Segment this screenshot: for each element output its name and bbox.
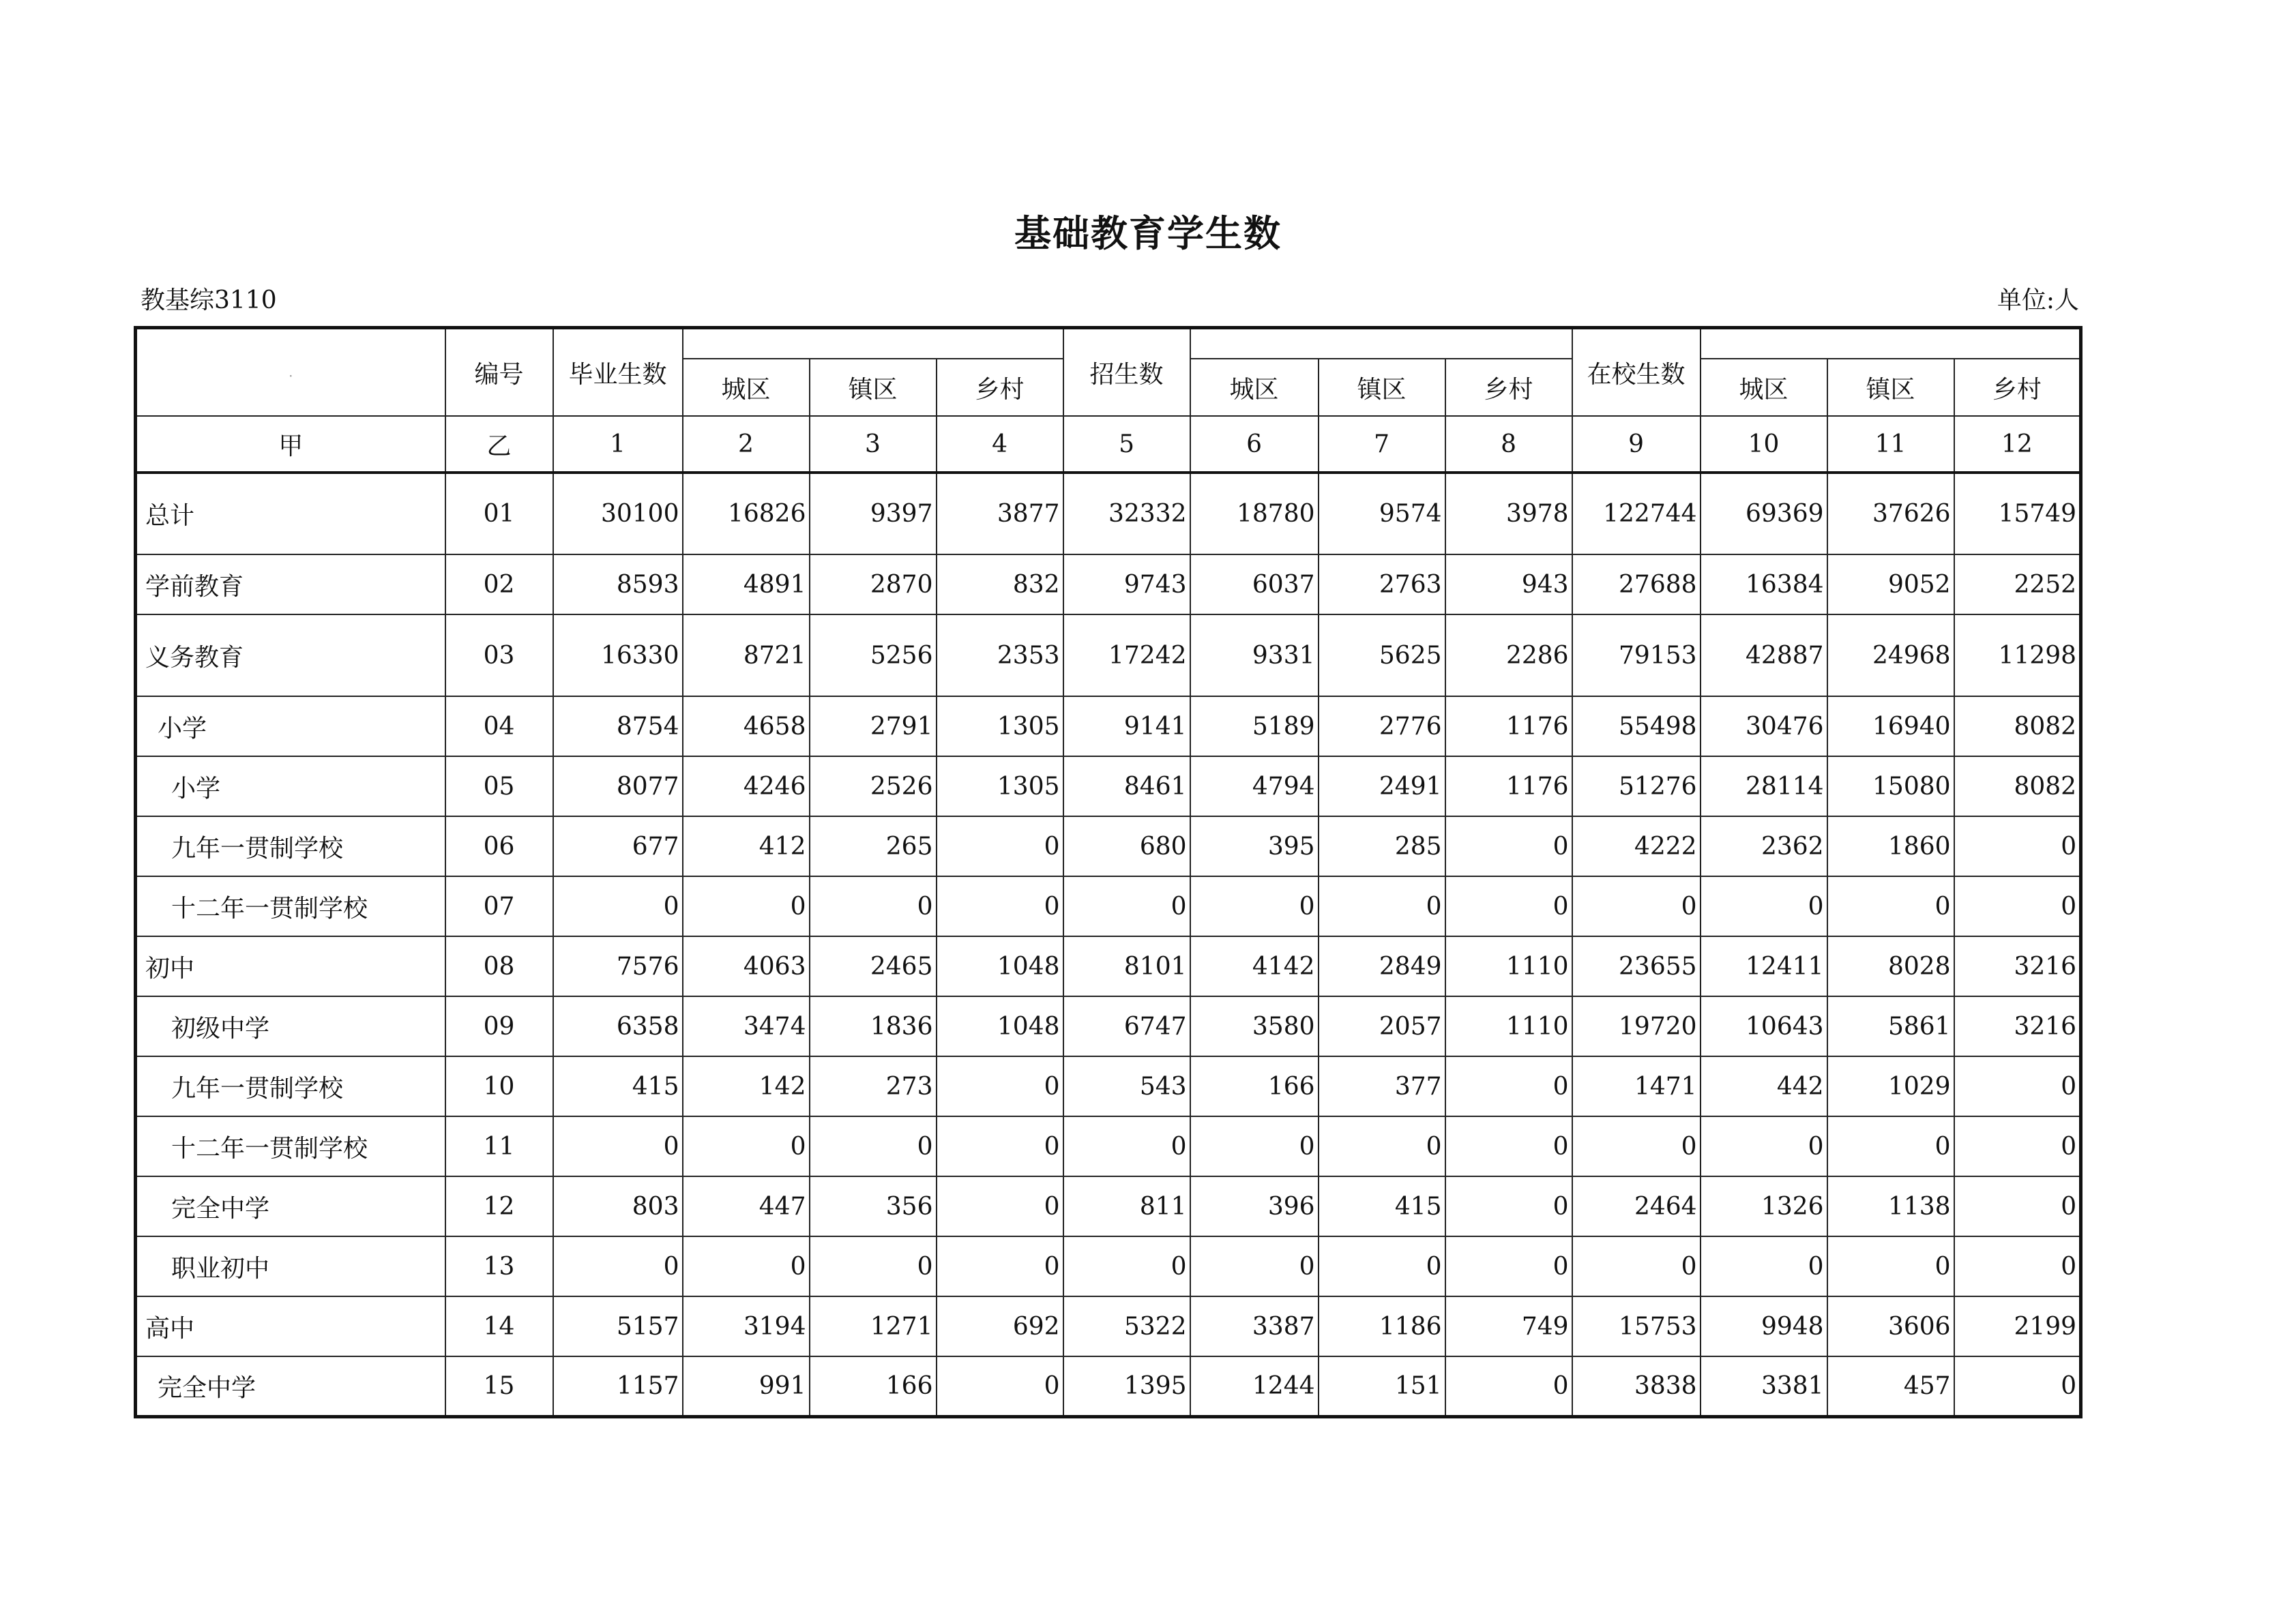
value-cell: 2286	[1445, 614, 1572, 696]
value-cell: 9141	[1063, 696, 1190, 756]
value-cell: 0	[1827, 876, 1954, 936]
value-cell: 0	[1954, 1116, 2081, 1176]
value-cell: 5189	[1190, 696, 1319, 756]
header-rural: 乡村	[937, 359, 1063, 416]
column-index: 5	[1063, 416, 1190, 473]
value-cell: 1110	[1445, 936, 1572, 996]
row-name: 完全中学	[136, 1176, 445, 1236]
row-name: 初级中学	[136, 996, 445, 1056]
column-index: 9	[1572, 416, 1701, 473]
table-row	[136, 1296, 2081, 1356]
value-cell: 692	[937, 1296, 1063, 1356]
value-cell: 4222	[1572, 816, 1701, 876]
value-cell: 1048	[937, 996, 1063, 1056]
value-cell: 27688	[1572, 554, 1701, 614]
value-cell: 9397	[810, 473, 937, 554]
header-graduates: 毕业生数	[553, 328, 683, 417]
header-town: 镇区	[1827, 359, 1954, 416]
value-cell: 0	[1445, 1056, 1572, 1116]
row-name: 总计	[136, 473, 445, 554]
value-cell: 265	[810, 816, 937, 876]
value-cell: 0	[1701, 1116, 1827, 1176]
value-cell: 442	[1701, 1056, 1827, 1116]
value-cell: 18780	[1190, 473, 1319, 554]
value-cell: 2870	[810, 554, 937, 614]
value-cell: 0	[810, 876, 937, 936]
value-cell: 0	[810, 1236, 937, 1296]
value-cell: 16384	[1701, 554, 1827, 614]
value-cell: 1157	[553, 1356, 683, 1416]
value-cell: 12411	[1701, 936, 1827, 996]
value-cell: 3381	[1701, 1356, 1827, 1416]
value-cell: 457	[1827, 1356, 1954, 1416]
row-code: 01	[445, 473, 553, 554]
value-cell: 8754	[553, 696, 683, 756]
value-cell: 0	[1190, 876, 1319, 936]
value-cell: 42887	[1701, 614, 1827, 696]
value-cell: 51276	[1572, 756, 1701, 816]
value-cell: 0	[1190, 1116, 1319, 1176]
row-code: 09	[445, 996, 553, 1056]
value-cell: 2199	[1954, 1296, 2081, 1356]
header-row-top	[136, 328, 2081, 359]
value-cell: 447	[683, 1176, 810, 1236]
value-cell: 30100	[553, 473, 683, 554]
column-index: 3	[810, 416, 937, 473]
row-name: 十二年一贯制学校	[136, 1116, 445, 1176]
value-cell: 1305	[937, 756, 1063, 816]
table-row	[136, 473, 2081, 554]
value-cell: 8101	[1063, 936, 1190, 996]
value-cell: 285	[1319, 816, 1445, 876]
header-enrollment-group	[1190, 328, 1572, 359]
value-cell: 3194	[683, 1296, 810, 1356]
header-urban: 城区	[1701, 359, 1827, 416]
value-cell: 0	[1572, 1236, 1701, 1296]
row-code: 05	[445, 756, 553, 816]
value-cell: 17242	[1063, 614, 1190, 696]
value-cell: 0	[1827, 1116, 1954, 1176]
value-cell: 16330	[553, 614, 683, 696]
value-cell: 8721	[683, 614, 810, 696]
value-cell: 1326	[1701, 1176, 1827, 1236]
value-cell: 0	[1445, 1116, 1572, 1176]
header-blank-cell: ·	[136, 328, 445, 417]
value-cell: 377	[1319, 1056, 1445, 1116]
value-cell: 3580	[1190, 996, 1319, 1056]
value-cell: 16940	[1827, 696, 1954, 756]
value-cell: 5256	[810, 614, 937, 696]
value-cell: 0	[1954, 1176, 2081, 1236]
row-name: 小学	[136, 756, 445, 816]
table-row	[136, 1056, 2081, 1116]
column-index: 10	[1701, 416, 1827, 473]
value-cell: 3877	[937, 473, 1063, 554]
header-urban: 城区	[1190, 359, 1319, 416]
value-cell: 9948	[1701, 1296, 1827, 1356]
value-cell: 1048	[937, 936, 1063, 996]
unit-label: 单位:人	[1997, 286, 2079, 314]
table-row	[136, 1176, 2081, 1236]
value-cell: 4794	[1190, 756, 1319, 816]
value-cell: 0	[1319, 1116, 1445, 1176]
value-cell: 5157	[553, 1296, 683, 1356]
table-row	[136, 554, 2081, 614]
table-row	[136, 1356, 2081, 1416]
value-cell: 3474	[683, 996, 810, 1056]
value-cell: 0	[937, 876, 1063, 936]
value-cell: 0	[1445, 816, 1572, 876]
document-title: 基础教育学生数	[1014, 212, 1282, 255]
value-cell: 0	[1572, 876, 1701, 936]
value-cell: 1471	[1572, 1056, 1701, 1116]
value-cell: 3387	[1190, 1296, 1319, 1356]
value-cell: 9052	[1827, 554, 1954, 614]
column-index: 8	[1445, 416, 1572, 473]
value-cell: 0	[1190, 1236, 1319, 1296]
table-row	[136, 876, 2081, 936]
value-cell: 24968	[1827, 614, 1954, 696]
value-cell: 15753	[1572, 1296, 1701, 1356]
value-cell: 28114	[1701, 756, 1827, 816]
value-cell: 6747	[1063, 996, 1190, 1056]
value-cell: 0	[1701, 1236, 1827, 1296]
value-cell: 543	[1063, 1056, 1190, 1116]
row-code: 02	[445, 554, 553, 614]
value-cell: 0	[1701, 876, 1827, 936]
header-rural: 乡村	[1445, 359, 1572, 416]
row-name: 小学	[136, 696, 445, 756]
value-cell: 0	[937, 816, 1063, 876]
value-cell: 0	[1954, 1056, 2081, 1116]
table-row	[136, 1116, 2081, 1176]
row-name: 职业初中	[136, 1236, 445, 1296]
value-cell: 0	[1063, 876, 1190, 936]
value-cell: 5861	[1827, 996, 1954, 1056]
value-cell: 1138	[1827, 1176, 1954, 1236]
row-code: 12	[445, 1176, 553, 1236]
value-cell: 0	[937, 1116, 1063, 1176]
value-cell: 1395	[1063, 1356, 1190, 1416]
column-index: 甲	[136, 416, 445, 473]
value-cell: 412	[683, 816, 810, 876]
header-in-school-group	[1701, 328, 2081, 359]
value-cell: 8077	[553, 756, 683, 816]
header-number: 编号	[445, 328, 553, 417]
row-code: 13	[445, 1236, 553, 1296]
value-cell: 3978	[1445, 473, 1572, 554]
value-cell: 3216	[1954, 996, 2081, 1056]
value-cell: 0	[1445, 1176, 1572, 1236]
table-row	[136, 936, 2081, 996]
value-cell: 6358	[553, 996, 683, 1056]
value-cell: 19720	[1572, 996, 1701, 1056]
table-row	[136, 816, 2081, 876]
value-cell: 1860	[1827, 816, 1954, 876]
value-cell: 4246	[683, 756, 810, 816]
row-code: 15	[445, 1356, 553, 1416]
value-cell: 2776	[1319, 696, 1445, 756]
value-cell: 4063	[683, 936, 810, 996]
row-code: 14	[445, 1296, 553, 1356]
column-index: 4	[937, 416, 1063, 473]
value-cell: 9574	[1319, 473, 1445, 554]
header-urban: 城区	[683, 359, 810, 416]
value-cell: 9331	[1190, 614, 1319, 696]
column-index: 12	[1954, 416, 2081, 473]
value-cell: 16826	[683, 473, 810, 554]
value-cell: 0	[810, 1116, 937, 1176]
value-cell: 0	[937, 1176, 1063, 1236]
header-in-school: 在校生数	[1572, 328, 1701, 417]
value-cell: 1305	[937, 696, 1063, 756]
header-graduates-group	[683, 328, 1063, 359]
value-cell: 677	[553, 816, 683, 876]
value-cell: 811	[1063, 1176, 1190, 1236]
value-cell: 3606	[1827, 1296, 1954, 1356]
value-cell: 3838	[1572, 1356, 1701, 1416]
value-cell: 142	[683, 1056, 810, 1116]
value-cell: 2763	[1319, 554, 1445, 614]
value-cell: 0	[937, 1056, 1063, 1116]
form-code: 教基综3110	[141, 286, 277, 314]
value-cell: 0	[1063, 1236, 1190, 1296]
value-cell: 415	[1319, 1176, 1445, 1236]
header-town: 镇区	[1319, 359, 1445, 416]
value-cell: 415	[553, 1056, 683, 1116]
header-enrollment: 招生数	[1063, 328, 1190, 417]
table-row	[136, 696, 2081, 756]
value-cell: 2362	[1701, 816, 1827, 876]
value-cell: 396	[1190, 1176, 1319, 1236]
table-row	[136, 756, 2081, 816]
table-row	[136, 614, 2081, 696]
value-cell: 1029	[1827, 1056, 1954, 1116]
value-cell: 943	[1445, 554, 1572, 614]
value-cell: 0	[683, 1116, 810, 1176]
value-cell: 11298	[1954, 614, 2081, 696]
row-name: 九年一贯制学校	[136, 816, 445, 876]
row-name: 九年一贯制学校	[136, 1056, 445, 1116]
value-cell: 2057	[1319, 996, 1445, 1056]
value-cell: 79153	[1572, 614, 1701, 696]
table-row	[136, 996, 2081, 1056]
value-cell: 30476	[1701, 696, 1827, 756]
column-index: 1	[553, 416, 683, 473]
value-cell: 832	[937, 554, 1063, 614]
value-cell: 0	[1954, 1236, 2081, 1296]
column-index: 11	[1827, 416, 1954, 473]
row-code: 08	[445, 936, 553, 996]
value-cell: 0	[1572, 1116, 1701, 1176]
value-cell: 0	[553, 1236, 683, 1296]
row-code: 03	[445, 614, 553, 696]
value-cell: 0	[1954, 1356, 2081, 1416]
value-cell: 0	[1954, 816, 2081, 876]
row-code: 04	[445, 696, 553, 756]
value-cell: 0	[1445, 1356, 1572, 1416]
row-name: 十二年一贯制学校	[136, 876, 445, 936]
value-cell: 23655	[1572, 936, 1701, 996]
row-code: 10	[445, 1056, 553, 1116]
student-count-table	[134, 326, 2082, 1418]
value-cell: 1836	[810, 996, 937, 1056]
value-cell: 2791	[810, 696, 937, 756]
value-cell: 32332	[1063, 473, 1190, 554]
value-cell: 0	[1954, 876, 2081, 936]
value-cell: 1176	[1445, 756, 1572, 816]
value-cell: 1110	[1445, 996, 1572, 1056]
value-cell: 0	[937, 1356, 1063, 1416]
value-cell: 122744	[1572, 473, 1701, 554]
value-cell: 2849	[1319, 936, 1445, 996]
header-rural: 乡村	[1954, 359, 2081, 416]
value-cell: 2526	[810, 756, 937, 816]
value-cell: 4142	[1190, 936, 1319, 996]
value-cell: 1186	[1319, 1296, 1445, 1356]
value-cell: 3216	[1954, 936, 2081, 996]
value-cell: 69369	[1701, 473, 1827, 554]
value-cell: 4658	[683, 696, 810, 756]
value-cell: 273	[810, 1056, 937, 1116]
value-cell: 4891	[683, 554, 810, 614]
value-cell: 10643	[1701, 996, 1827, 1056]
value-cell: 8082	[1954, 756, 2081, 816]
value-cell: 166	[1190, 1056, 1319, 1116]
value-cell: 1244	[1190, 1356, 1319, 1416]
value-cell: 2491	[1319, 756, 1445, 816]
header-town: 镇区	[810, 359, 937, 416]
column-index: 7	[1319, 416, 1445, 473]
column-index: 2	[683, 416, 810, 473]
value-cell: 0	[1445, 876, 1572, 936]
value-cell: 6037	[1190, 554, 1319, 614]
value-cell: 5625	[1319, 614, 1445, 696]
value-cell: 0	[1063, 1116, 1190, 1176]
value-cell: 2252	[1954, 554, 2081, 614]
value-cell: 8082	[1954, 696, 2081, 756]
value-cell: 15080	[1827, 756, 1954, 816]
table-row	[136, 1236, 2081, 1296]
value-cell: 55498	[1572, 696, 1701, 756]
row-code: 11	[445, 1116, 553, 1176]
value-cell: 2464	[1572, 1176, 1701, 1236]
value-cell: 8593	[553, 554, 683, 614]
value-cell: 2353	[937, 614, 1063, 696]
value-cell: 803	[553, 1176, 683, 1236]
value-cell: 7576	[553, 936, 683, 996]
value-cell: 0	[553, 1116, 683, 1176]
column-index: 6	[1190, 416, 1319, 473]
value-cell: 0	[1319, 876, 1445, 936]
value-cell: 37626	[1827, 473, 1954, 554]
row-code: 06	[445, 816, 553, 876]
value-cell: 0	[1319, 1236, 1445, 1296]
value-cell: 0	[683, 876, 810, 936]
value-cell: 9743	[1063, 554, 1190, 614]
value-cell: 5322	[1063, 1296, 1190, 1356]
value-cell: 1176	[1445, 696, 1572, 756]
value-cell: 0	[1827, 1236, 1954, 1296]
column-index: 乙	[445, 416, 553, 473]
value-cell: 0	[1445, 1236, 1572, 1296]
value-cell: 166	[810, 1356, 937, 1416]
value-cell: 991	[683, 1356, 810, 1416]
row-name: 完全中学	[136, 1356, 445, 1416]
row-name: 义务教育	[136, 614, 445, 696]
value-cell: 2465	[810, 936, 937, 996]
value-cell: 0	[683, 1236, 810, 1296]
value-cell: 0	[937, 1236, 1063, 1296]
value-cell: 0	[553, 876, 683, 936]
value-cell: 356	[810, 1176, 937, 1236]
value-cell: 749	[1445, 1296, 1572, 1356]
row-name: 高中	[136, 1296, 445, 1356]
row-code: 07	[445, 876, 553, 936]
value-cell: 151	[1319, 1356, 1445, 1416]
value-cell: 680	[1063, 816, 1190, 876]
value-cell: 8461	[1063, 756, 1190, 816]
value-cell: 1271	[810, 1296, 937, 1356]
value-cell: 8028	[1827, 936, 1954, 996]
row-name: 初中	[136, 936, 445, 996]
column-index-row	[136, 416, 2081, 473]
value-cell: 15749	[1954, 473, 2081, 554]
row-name: 学前教育	[136, 554, 445, 614]
value-cell: 395	[1190, 816, 1319, 876]
